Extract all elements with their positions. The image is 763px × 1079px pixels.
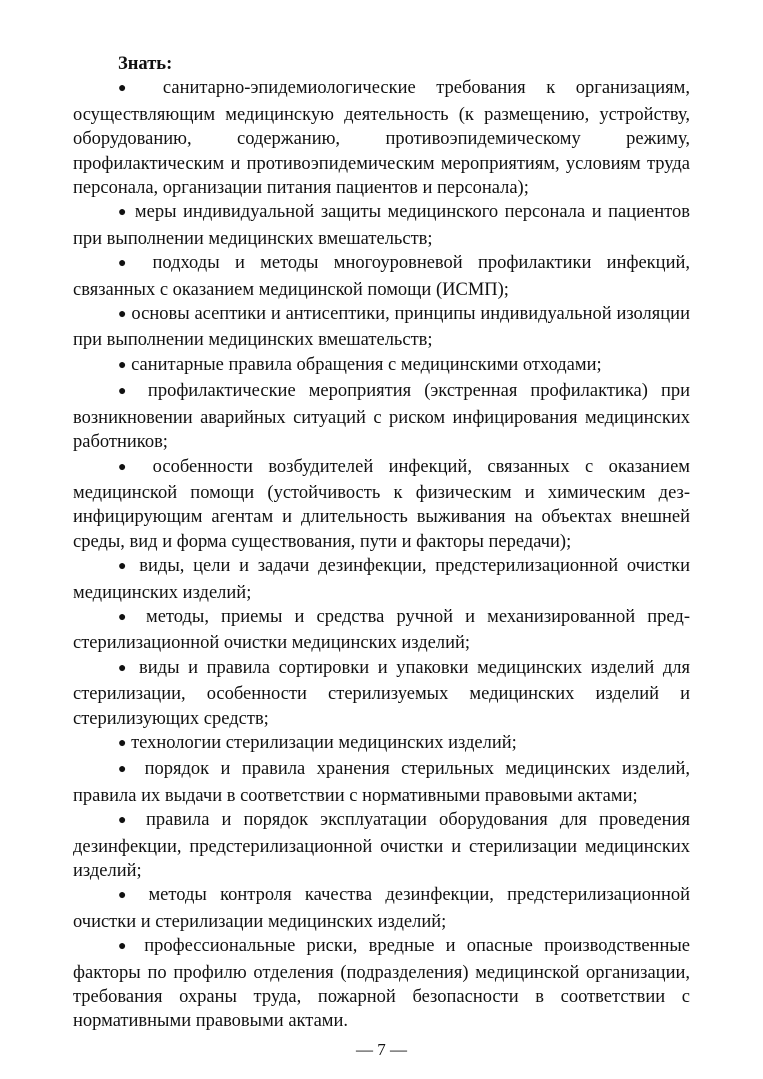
list-item	[73, 757, 690, 808]
bullet-icon: ●	[118, 939, 134, 955]
list-item-text: виды и правила сортировки и упаковки медицинских изделий для стерилизации, особенности стерилизуемых медицинских изделий и стерилизующих средств;	[73, 657, 690, 729]
list-item	[73, 353, 690, 379]
bullet-icon: ●	[118, 384, 135, 400]
bullet-icon: ●	[118, 307, 127, 323]
list-item-text: меры индивидуальной защиты медицинского персонала и пациентов при выполнении медицинских вмешательств;	[73, 202, 690, 249]
bullet-icon: ●	[118, 735, 127, 751]
list-item-text: санитарные правила обращения с медицинскими отходами;	[131, 354, 602, 375]
list-item	[73, 302, 690, 353]
bullet-icon: ●	[118, 660, 131, 676]
list-item	[73, 76, 690, 200]
list-item-text: особенности возбудителей инфекций, связанных с оказанием медицинской помощи (устойчивость к физическим и химическим дезинфицирующим агентам и длительность выживания на объектах внешней среды, вид и форма существования, пути и факторы передачи);	[73, 456, 690, 552]
list-item	[73, 554, 690, 605]
list-item-text: методы контроля качества дезинфекции, предстерилизационной очистки и стерилизации медицинских изделий;	[73, 885, 690, 932]
bullet-icon: ●	[118, 888, 136, 904]
bullet-icon: ●	[118, 459, 138, 475]
list-item-text: технологии стерилизации медицинских изделий;	[131, 732, 517, 753]
bullet-icon: ●	[118, 813, 134, 829]
requirements-list	[73, 76, 690, 1033]
list-item-text: подходы и методы многоуровневой профилактики инфекций, связанных с оказанием медицинской помощи (ИСМП);	[73, 253, 690, 300]
list-item	[73, 379, 690, 454]
list-item	[73, 656, 690, 731]
list-item-text: санитарно-эпидемиологические требования к организациям, осуществляющим медицинскую деятельность (к размещению, устройству, оборудованию, содержанию, противоэпидемическому режиму, профилактическим и противоэпидемическим мероприятиям, условиям труда персонала, организации питания пациентов и персонала);	[73, 78, 690, 199]
list-item	[73, 731, 690, 757]
list-item	[73, 605, 690, 656]
list-item-text: виды, цели и задачи дезинфекции, предстерилизационной очистки медицинских изделий;	[73, 556, 690, 603]
list-item	[73, 934, 690, 1034]
bullet-icon: ●	[118, 205, 129, 221]
list-item-text: правила и порядок эксплуатации оборудования для проведения дезинфекции, предстерилизационной очистки и стерилизации медицинских изделий;	[73, 810, 690, 881]
list-item-text: основы асептики и антисептики, принципы индивидуальной изоляции при выполнении медицинских вмешательств;	[73, 304, 690, 351]
list-item-text: профессиональные риски, вредные и опасные производственные факторы по профилю отделения (подразделения) медицинской организации, требования охраны труда, пожарной безопасности в соответствии с нормативными правовыми актами.	[73, 936, 690, 1032]
bullet-icon: ●	[118, 81, 143, 97]
list-item-text: профилактические мероприятия (экстренная профилактика) при возникновении аварийных ситуаций с риском инфицирования медицинских работников;	[73, 381, 691, 453]
bullet-icon: ●	[118, 559, 131, 575]
list-item	[73, 251, 690, 302]
list-item	[73, 455, 690, 555]
bullet-icon: ●	[118, 357, 127, 373]
document-page	[73, 52, 690, 1034]
page-number: — 7 —	[356, 1040, 407, 1059]
list-item-text: порядок и правила хранения стерильных медицинских изделий, правила их выдачи в соответствии с нормативными правовыми актами;	[73, 759, 691, 806]
bullet-icon: ●	[118, 256, 138, 272]
list-item	[73, 200, 690, 251]
list-item	[73, 808, 690, 883]
bullet-icon: ●	[118, 762, 134, 778]
list-item-text: методы, приемы и средства ручной и механизированной предстерилизационной очистки медицинских изделий;	[73, 606, 690, 654]
section-heading: Знать:	[118, 54, 173, 74]
bullet-icon: ●	[118, 609, 134, 625]
list-item	[73, 883, 690, 934]
